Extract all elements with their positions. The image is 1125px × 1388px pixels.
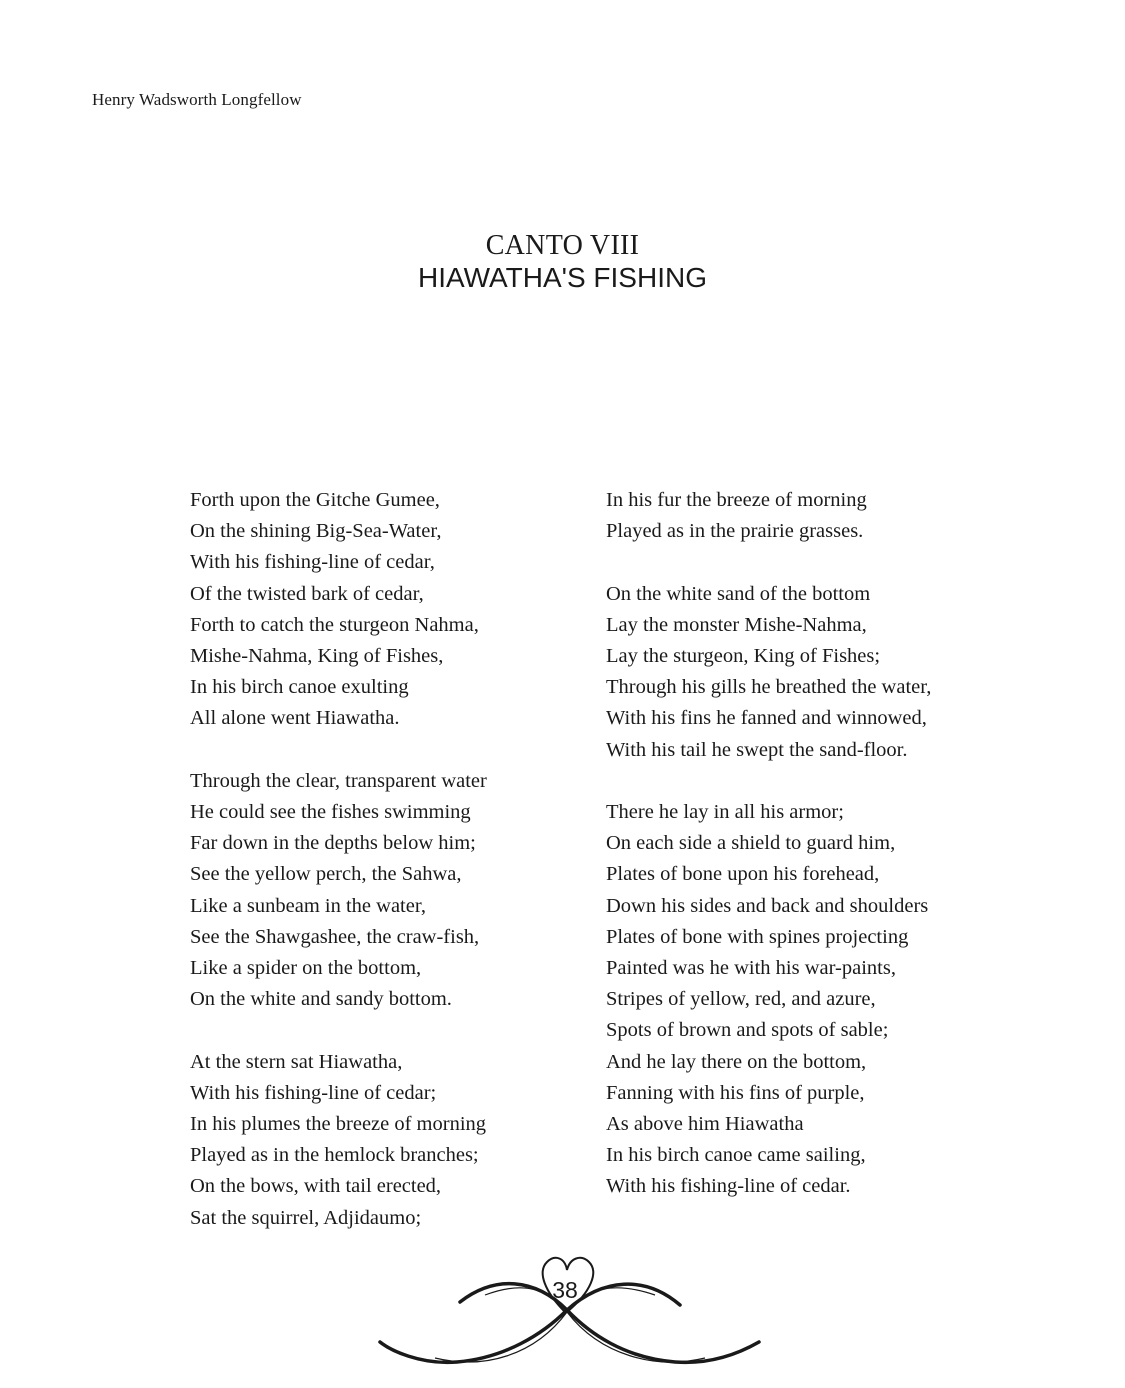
- poem-line: There he lay in all his armor;: [606, 801, 844, 823]
- stanza: [190, 485, 590, 735]
- stanza: [190, 1047, 590, 1234]
- running-head-author: Henry Wadsworth Longfellow: [92, 90, 302, 109]
- poem-line: In his birch canoe came sailing,: [606, 1144, 866, 1167]
- poem-line: Lay the sturgeon, King of Fishes;: [606, 645, 881, 667]
- poem-line: In his plumes the breeze of morning: [190, 1113, 487, 1136]
- poem-line: Through the clear, transparent water: [190, 769, 487, 792]
- poem-line: Painted was he with his war-paints,: [606, 957, 896, 980]
- poem-line: Mishe-Nahma, King of Fishes,: [190, 645, 444, 668]
- poem-line: On the shining Big-Sea-Water,: [190, 520, 442, 543]
- poem-line: Far down in the depths below him;: [190, 832, 476, 855]
- stanza: [606, 797, 1026, 1203]
- poem-line: On each side a shield to guard him,: [606, 832, 896, 855]
- canto-number: CANTO VIII: [485, 230, 640, 261]
- poem-line: Plates of bone upon his forehead,: [606, 863, 880, 886]
- poem-line: Down his sides and back and shoulders: [606, 894, 929, 917]
- poem-line: Of the twisted bark of cedar,: [190, 582, 424, 605]
- stanza: [606, 485, 1026, 547]
- poem-line: Forth to catch the sturgeon Nahma,: [190, 613, 479, 636]
- poem-column-left: [190, 485, 590, 1265]
- poem-line: See the yellow perch, the Sahwa,: [190, 863, 462, 886]
- poem-line: And he lay there on the bottom,: [606, 1050, 867, 1073]
- poem-line: On the white sand of the bottom: [606, 582, 871, 605]
- poem-line: Stripes of yellow, red, and azure,: [606, 988, 876, 1011]
- poem-line: Forth upon the Gitche Gumee,: [190, 489, 440, 511]
- poem-line: See the Shawgashee, the craw-fish,: [190, 925, 480, 948]
- chapter-title: HIAWATHA'S FISHING: [418, 262, 707, 293]
- poem-line: With his fishing-line of cedar,: [190, 551, 435, 574]
- heart-swirl-ornament-icon: [375, 1250, 765, 1380]
- poem-column-right: [606, 485, 1026, 1234]
- poem-line: On the bows, with tail erected,: [190, 1175, 442, 1198]
- poem-line: Spots of brown and spots of sable;: [606, 1019, 889, 1042]
- poem-line: All alone went Hiawatha.: [190, 707, 400, 730]
- poem-line: He could see the fishes swimming: [190, 801, 471, 824]
- chapter-heading: [0, 230, 1125, 294]
- poem-line: With his tail he swept the sand-floor.: [606, 738, 908, 761]
- poem-line: With his fishing-line of cedar.: [606, 1175, 851, 1198]
- poem-line: Lay the monster Mishe-Nahma,: [606, 613, 867, 636]
- poem-line: In his birch canoe exulting: [190, 676, 409, 699]
- poem-line: Played as in the prairie grasses.: [606, 520, 864, 543]
- poem-line: Like a spider on the bottom,: [190, 957, 422, 980]
- poem-line: Like a sunbeam in the water,: [190, 894, 426, 917]
- poem-line: In his fur the breeze of morning: [606, 489, 867, 511]
- poem-line: As above him Hiawatha: [606, 1113, 804, 1136]
- poem-line: At the stern sat Hiawatha,: [190, 1050, 403, 1073]
- stanza: [190, 766, 590, 1016]
- poem-line: Plates of bone with spines projecting: [606, 925, 909, 948]
- poem-line: With his fins he fanned and winnowed,: [606, 707, 927, 730]
- poem-line: On the white and sandy bottom.: [190, 988, 452, 1011]
- stanza: [606, 579, 1026, 766]
- poem-line: Played as in the hemlock branches;: [190, 1144, 479, 1167]
- poem-line: Fanning with his fins of purple,: [606, 1081, 865, 1104]
- poem-line: With his fishing-line of cedar;: [190, 1081, 437, 1104]
- page-number: 38: [552, 1277, 578, 1303]
- poem-line: Sat the squirrel, Adjidaumo;: [190, 1206, 422, 1229]
- poem-line: Through his gills he breathed the water,: [606, 676, 932, 699]
